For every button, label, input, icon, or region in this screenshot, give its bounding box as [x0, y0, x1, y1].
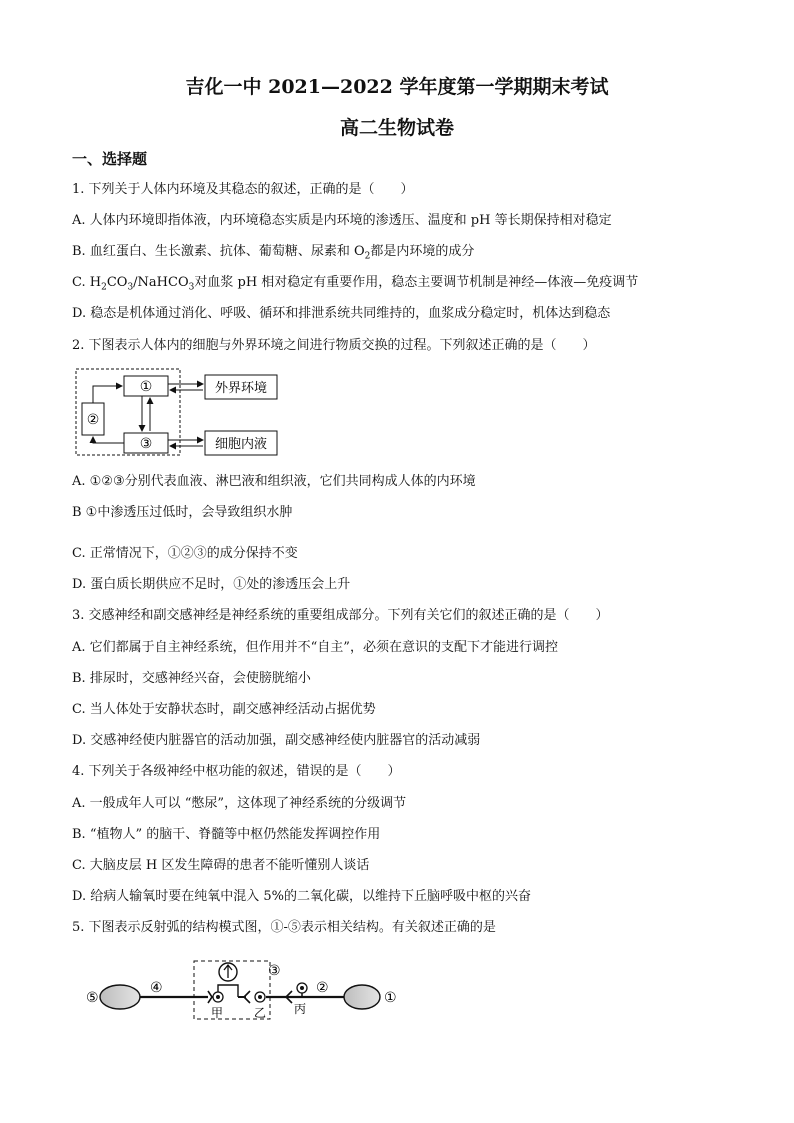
q3-stem: 3. 交感神经和副交感神经是神经系统的重要组成部分。下列有关它们的叙述正确的是（ ） [72, 608, 609, 623]
q4-option-a: A. 一般成年人可以 “憋尿”，这体现了神经系统的分级调节 [72, 796, 407, 811]
label-1: ① [384, 990, 397, 1006]
q1-stem: 1. 下列关于人体内环境及其稳态的叙述，正确的是（ ） [72, 182, 414, 197]
q5-stem: 5. 下图表示反射弧的结构模式图，①-⑤表示相关结构。有关叙述正确的是 [72, 920, 496, 935]
exam-subtitle: 高二生物试卷 [339, 117, 454, 139]
q2-option-c: C. 正常情况下，①②③的成分保持不变 [72, 546, 298, 561]
q1-option-a: A. 人体内环境即指体液，内环境稳态实质是内环境的渗透压、温度和 pH 等长期保持相对稳定 [72, 213, 612, 228]
q2-stem: 2. 下图表示人体内的细胞与外界环境之间进行物质交换的过程。下列叙述正确的是（ ） [72, 338, 596, 353]
section-heading: 一、选择题 [72, 150, 148, 168]
q2-option-a: A. ①②③分别代表血液、淋巴液和组织液，它们共同构成人体的内环境 [72, 474, 476, 489]
q2-option-d: D. 蛋白质长期供应不足时，①处的渗透压会上升 [72, 577, 351, 592]
label-outside: 外界环境 [214, 381, 268, 396]
label-3: ③ [268, 963, 281, 979]
q4-option-b: B. “植物人” 的脑干、脊髓等中枢仍然能发挥调控作用 [72, 827, 381, 842]
q4-option-c: C. 大脑皮层 H 区发生障碍的患者不能听懂别人谈话 [72, 858, 370, 873]
q1-option-c: C. $H_2CO_3/NaHCO_3$对血浆 pH 相对稳定有重要作用，稳态主要调节机制是神经—体液—免疫调节 [72, 275, 639, 293]
q5-reflex-arc-diagram [80, 955, 400, 1025]
label-5: ⑤ [86, 990, 99, 1006]
receptor-oval [344, 985, 380, 1009]
q4-stem: 4. 下列关于各级神经中枢功能的叙述，错误的是（ ） [72, 764, 401, 779]
label-2: ② [86, 412, 100, 428]
q1-option-d: D. 稳态是机体通过消化、呼吸、循环和排泄系统共同维持的，血浆成分稳定时，机体达到稳态 [72, 306, 611, 321]
label-2: ② [316, 980, 329, 996]
label-cell: 细胞内液 [214, 437, 268, 452]
q3-option-a: A. 它们都属于自主神经系统，但作用并不“自主”，必须在意识的支配下才能进行调控 [72, 640, 558, 655]
exam-title: 吉化一中 2021—2022 学年度第一学期期末考试 [185, 76, 609, 98]
label-yi: 乙 [254, 1006, 267, 1020]
label-1: ① [139, 379, 153, 395]
effector-oval [100, 985, 140, 1009]
q4-option-d: D. 给病人输氧时要在纯氧中混入 5%的二氧化碳，以维持下丘脑呼吸中枢的兴奋 [72, 889, 531, 904]
q3-option-c: C. 当人体处于安静状态时，副交感神经活动占据优势 [72, 702, 376, 717]
q2-exchange-diagram [72, 365, 292, 460]
q3-option-b: B. 排尿时，交感神经兴奋，会使膀胱缩小 [72, 671, 311, 686]
label-bing: 丙 [294, 1002, 307, 1016]
q3-option-d: D. 交感神经使内脏器官的活动加强，副交感神经使内脏器官的活动减弱 [72, 733, 481, 748]
label-jia: 甲 [211, 1006, 224, 1020]
q2-option-b: B ①中渗透压过低时，会导致组织水肿 [72, 505, 293, 520]
q1-option-b: B. 血红蛋白、生长激素、抗体、葡萄糖、尿素和 $O_2$都是内环境的成分 [72, 244, 475, 262]
label-3: ③ [139, 436, 153, 452]
label-4: ④ [150, 980, 163, 996]
